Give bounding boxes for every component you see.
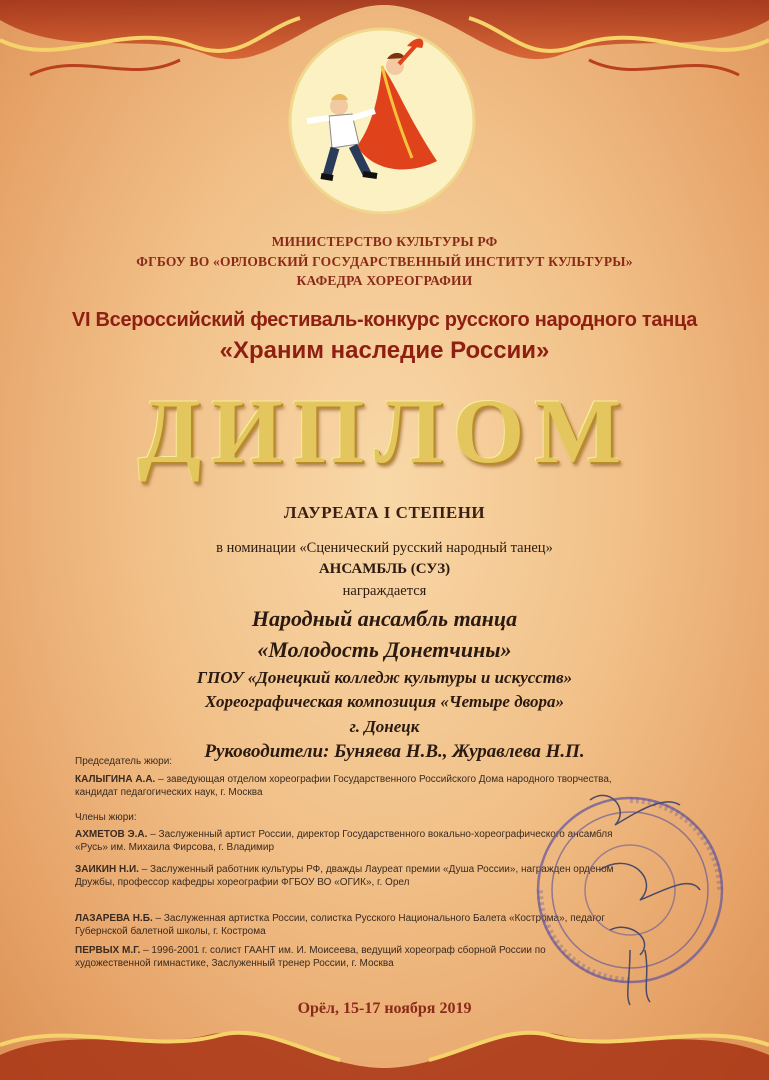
issue-date-place: Орёл, 15-17 ноября 2019 [297, 1000, 472, 1017]
jury-chair-name: КАЛЫГИНА А.А. [75, 774, 156, 785]
jury-member-name: ЗАИКИН Н.И. [75, 864, 139, 875]
diploma-title: ДИПЛОМ [137, 380, 632, 482]
nomination: в номинации «Сценический русский народный танец» [216, 540, 553, 556]
dancers-emblem [287, 26, 477, 216]
laureate-degree: ЛАУРЕАТА I СТЕПЕНИ [283, 503, 486, 522]
signature-icon [570, 780, 720, 1010]
composition: Хореографическая композиция «Четыре двора» [204, 692, 565, 711]
jury-chair-desc: – заведующая отделом хореографии Государственного Российского Дома народного творчества, кандидат педагогических наук, г. Москва [75, 774, 612, 798]
jury-member-name: ПЕРВЫХ М.Г. [75, 945, 141, 956]
jury-member-desc: – 1996-2001 г. солист ГААНТ им. И. Моисеева, ведущий хореограф сборной России по художественной гимнастике, Заслуженный тренер России, г. Москва [75, 945, 546, 969]
ensemble-line-1: Народный ансамбль танца [251, 606, 518, 631]
ministry-line-2: ФГБОУ ВО «ОРЛОВСКИЙ ГОСУДАРСТВЕННЫЙ ИНСТИТУТ КУЛЬТУРЫ» [136, 254, 633, 269]
jury-member-desc: – Заслуженный работник культуры РФ, дважды Лауреат премии «Душа России», награжден орденом Дружбы, профессор кафедры хореографии ФГБОУ ВО «ОГИК», г. Орел [75, 864, 614, 888]
leaders: Руководители: Буняева Н.В., Журавлева Н.П. [204, 741, 585, 762]
ensemble-line-2: «Молодость Донетчины» [257, 637, 512, 662]
city: г. Донецк [349, 717, 420, 736]
institution: ГПОУ «Донецкий колледж культуры и искусств» [196, 668, 573, 687]
ministry-line-3: КАФЕДРА ХОРЕОГРАФИИ [296, 273, 473, 288]
jury-member-name: АХМЕТОВ Э.А. [75, 829, 148, 840]
ornament-bottom [0, 1010, 769, 1080]
category: АНСАМБЛЬ (СУЗ) [318, 561, 451, 577]
ministry-line-1: МИНИСТЕРСТВО КУЛЬТУРЫ РФ [271, 234, 498, 249]
awarded-text: награждается [342, 583, 427, 599]
jury-member-desc: – Заслуженная артистка России, солистка Русского Национального Балета «Кострома», педагог Губернской балетной школы, г. Кострома [75, 913, 605, 937]
jury-chair-heading: Председатель жюри: [75, 756, 173, 767]
jury-members-heading: Члены жюри: [75, 812, 137, 823]
festival-motto: «Храним наследие России» [219, 337, 550, 364]
festival-name: VI Всероссийский фестиваль-конкурс русского народного танца [71, 309, 698, 331]
jury-member-desc: – Заслуженный артист России, директор Государственного вокально-хореографического ансамбля «Русь» им. Михаила Фирсова, г. Владимир [75, 829, 613, 853]
jury-member-name: ЛАЗАРЕВА Н.Б. [75, 913, 153, 924]
